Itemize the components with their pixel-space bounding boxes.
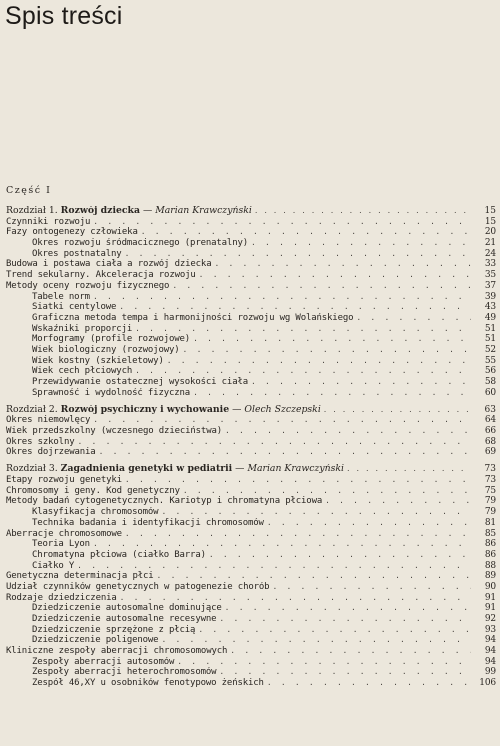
page-number: 99 bbox=[484, 667, 496, 678]
entry-title: Dziedziczenie autosomalne recesywne bbox=[32, 614, 217, 625]
section-row bbox=[6, 529, 498, 540]
page-number: 21 bbox=[484, 238, 496, 249]
subsection-row bbox=[6, 292, 498, 303]
page-number: 106 bbox=[479, 678, 496, 689]
entry-title: Technika badania i identyfikacji chromosomów bbox=[32, 517, 264, 528]
chapter-dash: — bbox=[232, 464, 248, 475]
page-number: 75 bbox=[484, 485, 496, 496]
dot-leader bbox=[119, 302, 471, 313]
section-row bbox=[6, 259, 498, 270]
section-row bbox=[6, 426, 498, 437]
page-title: Spis treści bbox=[5, 2, 123, 30]
subsection-row bbox=[6, 377, 498, 388]
subsection-row bbox=[6, 518, 498, 529]
page-number: 37 bbox=[484, 280, 496, 291]
entry-title: Dziedziczenie sprzężone z płcią bbox=[32, 624, 196, 635]
page-number: 94 bbox=[484, 646, 496, 657]
entry-title: Genetyczna determinacja płci bbox=[6, 571, 154, 582]
dot-leader bbox=[356, 313, 471, 324]
entry-title: Dziedziczenie poligenowe bbox=[32, 635, 159, 646]
entry-title: Zespoły aberracji heterochromosomów bbox=[32, 667, 217, 678]
dot-leader bbox=[198, 625, 471, 636]
dot-leader bbox=[167, 356, 471, 367]
page-number: 60 bbox=[484, 387, 496, 398]
dot-leader bbox=[99, 447, 471, 458]
dot-leader bbox=[172, 281, 471, 292]
section-row bbox=[6, 281, 498, 292]
dot-leader bbox=[251, 238, 471, 249]
page-number: 39 bbox=[484, 291, 496, 302]
subsection-row bbox=[6, 356, 498, 367]
page-number: 90 bbox=[484, 581, 496, 592]
page-number: 86 bbox=[484, 549, 496, 560]
page-number: 55 bbox=[484, 355, 496, 366]
dot-leader bbox=[141, 227, 471, 238]
entry-title: Klasyfikacja chromosomów bbox=[32, 507, 159, 518]
dot-leader bbox=[135, 366, 471, 377]
chapter-author: Olech Szczepski bbox=[244, 404, 321, 415]
page-number: 15 bbox=[484, 206, 496, 216]
section-row bbox=[6, 593, 498, 604]
subsection-row bbox=[6, 249, 498, 260]
entry-title: Przewidywanie ostatecznej wysokości ciała bbox=[32, 377, 249, 387]
entry-title: Dziedziczenie autosomalne dominujące bbox=[32, 603, 222, 614]
subsection-row bbox=[6, 366, 498, 377]
chapter-heading bbox=[6, 405, 321, 416]
entry-title: Okres rozwoju śródmacicznego (prenatalny) bbox=[32, 238, 249, 249]
subsection-row bbox=[6, 657, 498, 668]
section-row bbox=[6, 447, 498, 458]
section-row bbox=[6, 227, 498, 238]
subsection-row bbox=[6, 238, 498, 249]
entry-title: Ciałko Y bbox=[32, 560, 75, 571]
dot-leader bbox=[199, 270, 471, 281]
chapter-heading bbox=[6, 464, 344, 475]
chapter-dash: — bbox=[229, 404, 245, 415]
entry-title: Tabele norm bbox=[32, 291, 90, 302]
page-number: 79 bbox=[484, 496, 496, 507]
dot-leader bbox=[93, 539, 471, 550]
subsection-row bbox=[6, 561, 498, 572]
dot-leader bbox=[219, 667, 471, 678]
page-number: 73 bbox=[484, 464, 496, 475]
dot-leader bbox=[193, 334, 471, 345]
subsection-row bbox=[6, 388, 498, 399]
dot-leader bbox=[255, 206, 471, 217]
entry-title: Udział czynników genetycznych w patogenezie chorób bbox=[6, 581, 270, 592]
dot-leader bbox=[77, 561, 471, 572]
dot-leader bbox=[272, 582, 471, 593]
dot-leader bbox=[161, 507, 471, 518]
page-number: 68 bbox=[484, 436, 496, 447]
entry-title: Okres szkolny bbox=[6, 436, 75, 447]
dot-leader bbox=[209, 550, 471, 561]
dot-leader bbox=[125, 529, 471, 540]
section-row bbox=[6, 415, 498, 426]
chapter-heading bbox=[6, 206, 252, 217]
entry-title: Teoria Lyon bbox=[32, 539, 90, 550]
page-number: 15 bbox=[484, 216, 496, 227]
page-number: 49 bbox=[484, 312, 496, 323]
entry-title: Wskaźniki proporcji bbox=[32, 323, 133, 334]
section-row bbox=[6, 486, 498, 497]
subsection-row bbox=[6, 507, 498, 518]
subsection-row bbox=[6, 334, 498, 345]
subsection-row bbox=[6, 614, 498, 625]
entry-title: Graficzna metoda tempa i harmonijności rozwoju wg Wolańskiego bbox=[32, 312, 354, 323]
dot-leader bbox=[177, 657, 471, 668]
entry-title: Okres postnatalny bbox=[32, 248, 122, 259]
page-number: 69 bbox=[484, 447, 496, 458]
dot-leader bbox=[93, 415, 471, 426]
entry-title: Wiek cech płciowych bbox=[32, 366, 133, 377]
dot-leader bbox=[225, 603, 471, 614]
page-number: 85 bbox=[484, 528, 496, 539]
page-number: 33 bbox=[484, 259, 496, 270]
section-row bbox=[6, 270, 498, 281]
chapter-prefix: Rozdział 1. bbox=[6, 206, 61, 216]
section-row bbox=[6, 646, 498, 657]
chapter-dash: — bbox=[140, 206, 156, 216]
entry-title: Metody oceny rozwoju fizycznego bbox=[6, 280, 170, 291]
subsection-row bbox=[6, 678, 498, 689]
dot-leader bbox=[135, 324, 471, 335]
section-row bbox=[6, 475, 498, 486]
page-number: 24 bbox=[484, 248, 496, 259]
chapter-row bbox=[6, 405, 498, 416]
entry-title: Chromatyna płciowa (ciałko Barra) bbox=[32, 549, 206, 560]
entry-title: Okres dojrzewania bbox=[6, 447, 96, 458]
entry-title: Budowa i postawa ciała a rozwój dziecka bbox=[6, 259, 212, 270]
part-label: Część I bbox=[6, 185, 52, 196]
subsection-row bbox=[6, 550, 498, 561]
chapter-prefix: Rozdział 3. bbox=[6, 464, 61, 475]
section-row bbox=[6, 217, 498, 228]
table-of-contents bbox=[6, 206, 498, 689]
dot-leader bbox=[347, 464, 471, 475]
entry-title: Okres niemowlęcy bbox=[6, 415, 91, 426]
entry-title: Aberracje chromosomowe bbox=[6, 528, 122, 539]
dot-leader bbox=[219, 614, 471, 625]
dot-leader bbox=[251, 377, 471, 388]
page-number: 58 bbox=[484, 377, 496, 387]
chapter-title: Rozwój psychiczny i wychowanie bbox=[60, 404, 230, 415]
entry-title: Zespół 46,XY u osobników fenotypowo żeńskich bbox=[32, 678, 264, 689]
chapter-author: Marian Krawczyński bbox=[155, 206, 252, 216]
subsection-row bbox=[6, 324, 498, 335]
dot-leader bbox=[120, 593, 471, 604]
subsection-row bbox=[6, 313, 498, 324]
page-number: 94 bbox=[484, 635, 496, 646]
entry-title: Wiek kostny (szkieletowy) bbox=[32, 355, 164, 366]
subsection-row bbox=[6, 635, 498, 646]
subsection-row bbox=[6, 345, 498, 356]
page-number: 89 bbox=[484, 571, 496, 582]
dot-leader bbox=[183, 486, 471, 497]
chapter-row bbox=[6, 206, 498, 217]
dot-leader bbox=[214, 259, 471, 270]
page-number: 66 bbox=[484, 426, 496, 437]
page-number: 79 bbox=[484, 507, 496, 518]
page-number: 86 bbox=[484, 539, 496, 550]
chapter-row bbox=[6, 464, 498, 475]
page-number: 81 bbox=[484, 517, 496, 528]
subsection-row bbox=[6, 539, 498, 550]
page-number: 92 bbox=[484, 614, 496, 625]
subsection-row bbox=[6, 667, 498, 678]
entry-title: Czynniki rozwoju bbox=[6, 216, 91, 227]
section-row bbox=[6, 582, 498, 593]
dot-leader bbox=[125, 249, 471, 260]
page-number: 43 bbox=[484, 302, 496, 313]
subsection-row bbox=[6, 625, 498, 636]
entry-title: Wiek przedszkolny (wczesnego dzieciństwa) bbox=[6, 426, 223, 437]
entry-title: Etapy rozwoju genetyki bbox=[6, 475, 122, 486]
dot-leader bbox=[183, 345, 471, 356]
chapter-title: Zagadnienia genetyki w pediatrii bbox=[60, 464, 233, 475]
entry-title: Zespoły aberracji autosomów bbox=[32, 656, 175, 667]
dot-leader bbox=[324, 405, 471, 416]
entry-title: Morfogramy (profile rozwojowe) bbox=[32, 334, 191, 345]
page-number: 51 bbox=[484, 334, 496, 345]
page-number: 52 bbox=[484, 344, 496, 355]
chapter-prefix: Rozdział 2. bbox=[6, 404, 61, 415]
dot-leader bbox=[267, 518, 471, 529]
section-row bbox=[6, 571, 498, 582]
dot-leader bbox=[125, 475, 471, 486]
dot-leader bbox=[267, 678, 471, 689]
entry-title: Kliniczne zespoły aberracji chromosomowych bbox=[6, 646, 228, 657]
dot-leader bbox=[230, 646, 471, 657]
dot-leader bbox=[193, 388, 471, 399]
dot-leader bbox=[325, 496, 471, 507]
entry-title: Fazy ontogenezy człowieka bbox=[6, 227, 138, 238]
page-number: 35 bbox=[484, 270, 496, 281]
page-number: 93 bbox=[484, 624, 496, 635]
subsection-row bbox=[6, 302, 498, 313]
entry-title: Sprawność i wydolność fizyczna bbox=[32, 387, 191, 398]
page-number: 63 bbox=[484, 404, 496, 415]
page-number: 64 bbox=[484, 415, 496, 426]
dot-leader bbox=[161, 635, 471, 646]
entry-title: Siatki centylowe bbox=[32, 302, 117, 313]
entry-title: Chromosomy i geny. Kod genetyczny bbox=[6, 485, 180, 496]
page-number: 91 bbox=[484, 603, 496, 614]
dot-leader bbox=[225, 426, 471, 437]
dot-leader bbox=[78, 437, 472, 448]
section-row bbox=[6, 496, 498, 507]
section-row bbox=[6, 437, 498, 448]
chapter-author: Marian Krawczyński bbox=[247, 464, 345, 475]
page-number: 20 bbox=[484, 227, 496, 238]
entry-title: Trend sekularny. Akceleracja rozwoju bbox=[6, 270, 196, 281]
dot-leader bbox=[93, 217, 471, 228]
subsection-row bbox=[6, 603, 498, 614]
page-number: 73 bbox=[484, 475, 496, 486]
page-number: 94 bbox=[484, 656, 496, 667]
chapter-title: Rozwój dziecka bbox=[60, 206, 141, 216]
page-number: 56 bbox=[484, 366, 496, 377]
dot-leader bbox=[157, 571, 471, 582]
entry-title: Metody badań cytogenetycznych. Kariotyp i chromatyna płciowa bbox=[6, 496, 323, 507]
entry-title: Wiek biologiczny (rozwojowy) bbox=[32, 344, 180, 355]
page-number: 51 bbox=[484, 323, 496, 334]
page-number: 88 bbox=[484, 560, 496, 571]
dot-leader bbox=[93, 292, 471, 303]
entry-title: Rodzaje dziedziczenia bbox=[6, 592, 117, 603]
page-number: 91 bbox=[484, 592, 496, 603]
